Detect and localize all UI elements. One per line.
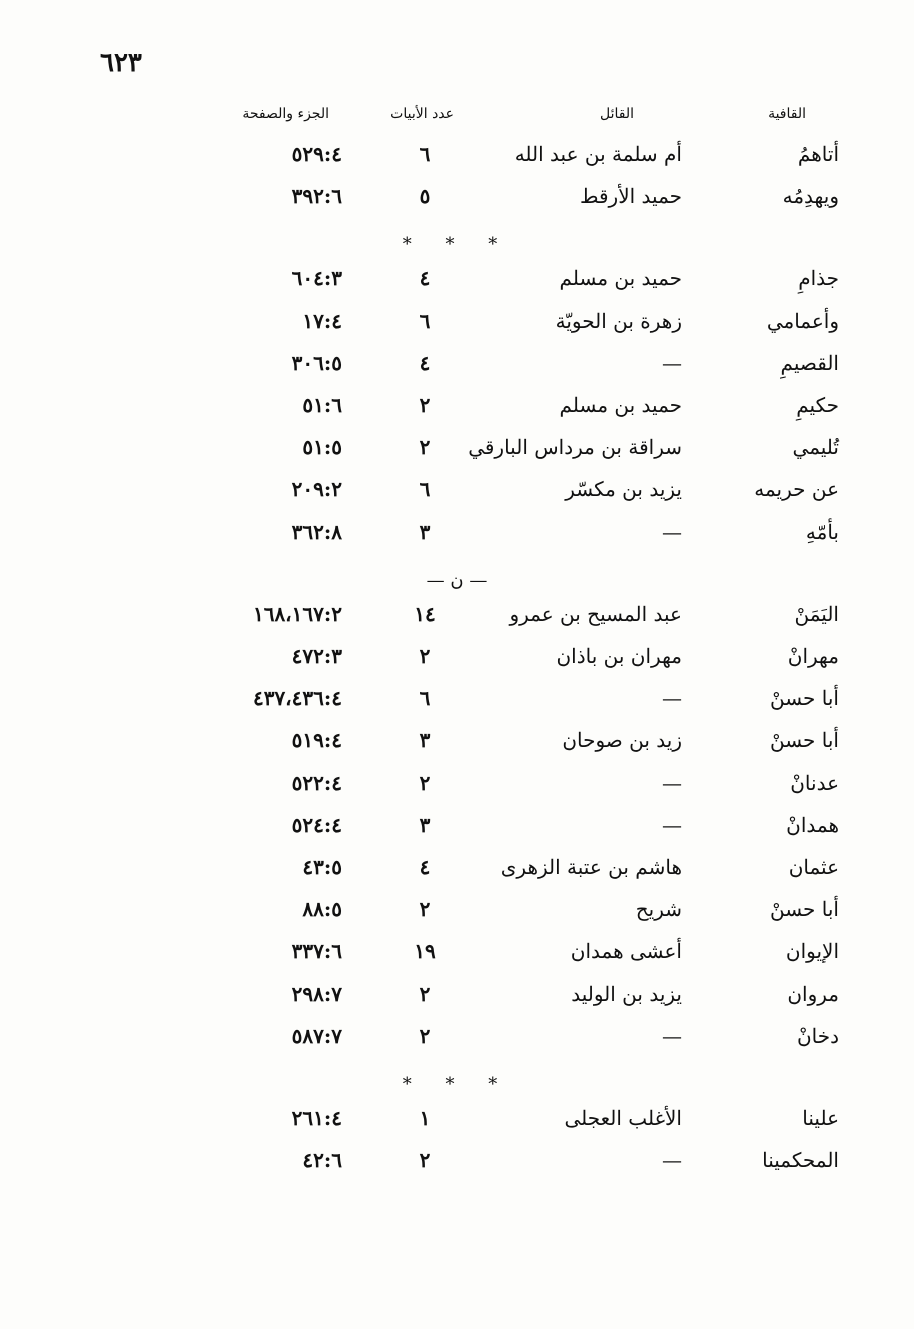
rhyme-cell: جذامِ — [798, 266, 839, 291]
poet-cell: — — [662, 686, 682, 711]
rhyme-cell: همدانْ — [786, 812, 839, 837]
reference-cell: ٤٣:٥ — [302, 855, 342, 879]
reference-cell: ٣٣٧:٦ — [291, 939, 342, 964]
reference-cell: ١٧:٤ — [302, 308, 342, 333]
poet-cell: زيد بن صوحان — [562, 728, 682, 753]
reference-cell: ٤٣٧،٤٣٦:٤ — [252, 686, 342, 711]
table-row — [0, 1106, 914, 1146]
poet-cell: شريح — [635, 897, 682, 922]
verses-cell: ٣ — [419, 812, 431, 837]
poet-cell: الأغلب العجلى — [564, 1106, 682, 1130]
table-row — [0, 771, 914, 811]
poet-cell: — — [662, 1023, 682, 1048]
reference-cell: ٢٩٨:٧ — [291, 981, 342, 1006]
poet-cell: مهران بن باذان — [556, 644, 682, 668]
reference-cell: ٥٨٧:٧ — [291, 1023, 342, 1048]
poet-cell: عبد المسيح بن عمرو — [509, 601, 682, 626]
verses-cell: ٣ — [419, 728, 431, 753]
reference-cell: ٦٠٤:٣ — [291, 266, 342, 291]
reference-cell: ٥١:٥ — [302, 435, 342, 460]
poet-cell: يزيد بن الوليد — [571, 981, 682, 1006]
verses-cell: ٥ — [419, 184, 431, 209]
rhyme-cell: اليَمَنْ — [794, 601, 839, 626]
verses-cell: ٢ — [419, 1148, 431, 1173]
table-row — [0, 686, 914, 726]
poet-cell: يزيد بن مكسّر — [565, 477, 682, 502]
verses-cell: ٤ — [419, 350, 431, 375]
poet-cell: هاشم بن عتبة الزهرى — [500, 855, 682, 879]
section-separator: — ن — — [426, 569, 488, 591]
table-row — [0, 939, 914, 979]
section-separator: * * * — [402, 234, 512, 256]
table-row — [0, 477, 914, 517]
rhyme-cell: علينا — [802, 1106, 839, 1130]
table-row — [0, 602, 914, 642]
rhyme-cell: مهرانْ — [787, 644, 839, 668]
poet-cell: حميد بن مسلم — [559, 266, 682, 291]
poet-cell: — — [662, 1148, 682, 1173]
verses-cell: ١ — [419, 1106, 431, 1130]
verses-cell: ٦ — [419, 477, 431, 502]
reference-cell: ٥١٩:٤ — [291, 728, 342, 753]
reference-cell: ٤٢:٦ — [302, 1148, 342, 1173]
table-row — [0, 142, 914, 182]
verses-cell: ٢ — [419, 435, 431, 460]
reference-cell: ٨٨:٥ — [302, 897, 342, 922]
poet-cell: حميد بن مسلم — [559, 393, 682, 417]
rhyme-cell: حكيمِ — [796, 393, 839, 417]
reference-cell: ٥٢٢:٤ — [291, 770, 342, 795]
verses-cell: ٢ — [419, 1023, 431, 1048]
verses-cell: ٢ — [419, 981, 431, 1006]
poet-cell: زهرة بن الحويّة — [555, 308, 682, 333]
rhyme-cell: المحكمينا — [762, 1148, 839, 1173]
verses-cell: ١٩ — [414, 939, 436, 964]
page-number: ٦٢٣ — [100, 48, 142, 78]
verses-cell: ٦ — [419, 308, 431, 333]
rhyme-cell: أبا حسنْ — [769, 728, 839, 753]
verses-cell: ٢ — [419, 393, 431, 417]
header-reference: الجزء والصفحة — [242, 106, 329, 122]
table-row — [0, 644, 914, 684]
rhyme-cell: عثمان — [788, 855, 839, 879]
reference-cell: ٢٠٩:٢ — [291, 477, 342, 502]
table-row — [0, 897, 914, 937]
verses-cell: ٢ — [419, 770, 431, 795]
header-rhyme: القافية — [768, 106, 806, 122]
rhyme-cell: عدنانْ — [790, 770, 839, 795]
poet-cell: — — [662, 770, 682, 795]
reference-cell: ٥١:٦ — [302, 393, 342, 417]
header-verses: عدد الأبيات — [390, 106, 454, 122]
rhyme-cell: أبا حسنْ — [769, 686, 839, 711]
verses-cell: ٤ — [419, 266, 431, 291]
rhyme-cell: أتاهمُ — [797, 142, 839, 166]
reference-cell: ٢٦١:٤ — [291, 1106, 342, 1130]
poet-cell: سراقة بن مرداس البارقي — [468, 435, 682, 460]
poet-cell: أم سلمة بن عبد الله — [514, 142, 682, 166]
table-row — [0, 855, 914, 895]
rhyme-cell: ويهدِمُه — [782, 184, 839, 209]
rhyme-cell: مروان — [787, 981, 839, 1006]
reference-cell: ١٦٨،١٦٧:٢ — [252, 601, 342, 626]
verses-cell: ٦ — [419, 686, 431, 711]
poet-cell: — — [662, 812, 682, 837]
table-row — [0, 435, 914, 475]
reference-cell: ٥٢٤:٤ — [291, 812, 342, 837]
table-header — [0, 106, 914, 130]
poet-cell: — — [662, 519, 682, 544]
table-row — [0, 1024, 914, 1064]
table-row — [0, 184, 914, 224]
header-poet: القائل — [599, 106, 634, 122]
rhyme-cell: أبا حسنْ — [769, 897, 839, 922]
table-row — [0, 266, 914, 306]
verses-cell: ٢ — [419, 897, 431, 922]
rhyme-cell: الإيوان — [785, 939, 839, 964]
rhyme-cell: بأمّهِ — [805, 519, 839, 544]
reference-cell: ٣٦٢:٨ — [291, 519, 342, 544]
verses-cell: ٢ — [419, 644, 431, 668]
rhyme-cell: وأعمامي — [766, 308, 839, 333]
poet-cell: حميد الأرقط — [580, 184, 682, 209]
table-row — [0, 520, 914, 560]
poet-cell: — — [662, 350, 682, 375]
rhyme-cell: عن حريمه — [754, 477, 839, 502]
verses-cell: ١٤ — [414, 601, 436, 626]
verses-cell: ٣ — [419, 519, 431, 544]
table-row — [0, 393, 914, 433]
rhyme-cell: تُليمي — [792, 435, 839, 460]
reference-cell: ٥٢٩:٤ — [291, 142, 342, 166]
verses-cell: ٤ — [419, 855, 431, 879]
table-row — [0, 982, 914, 1022]
table-row — [0, 728, 914, 768]
reference-cell: ٣٩٢:٦ — [291, 184, 342, 209]
verses-cell: ٦ — [419, 142, 431, 166]
table-row — [0, 351, 914, 391]
table-row — [0, 309, 914, 349]
rhyme-cell: القصيمِ — [780, 350, 839, 375]
table-row — [0, 1148, 914, 1188]
rhyme-cell: دخانْ — [796, 1023, 839, 1048]
poet-cell: أعشى همدان — [570, 939, 682, 964]
section-separator: * * * — [402, 1074, 512, 1095]
table-row — [0, 813, 914, 853]
reference-cell: ٤٧٢:٣ — [291, 644, 342, 668]
reference-cell: ٣٠٦:٥ — [291, 350, 342, 375]
